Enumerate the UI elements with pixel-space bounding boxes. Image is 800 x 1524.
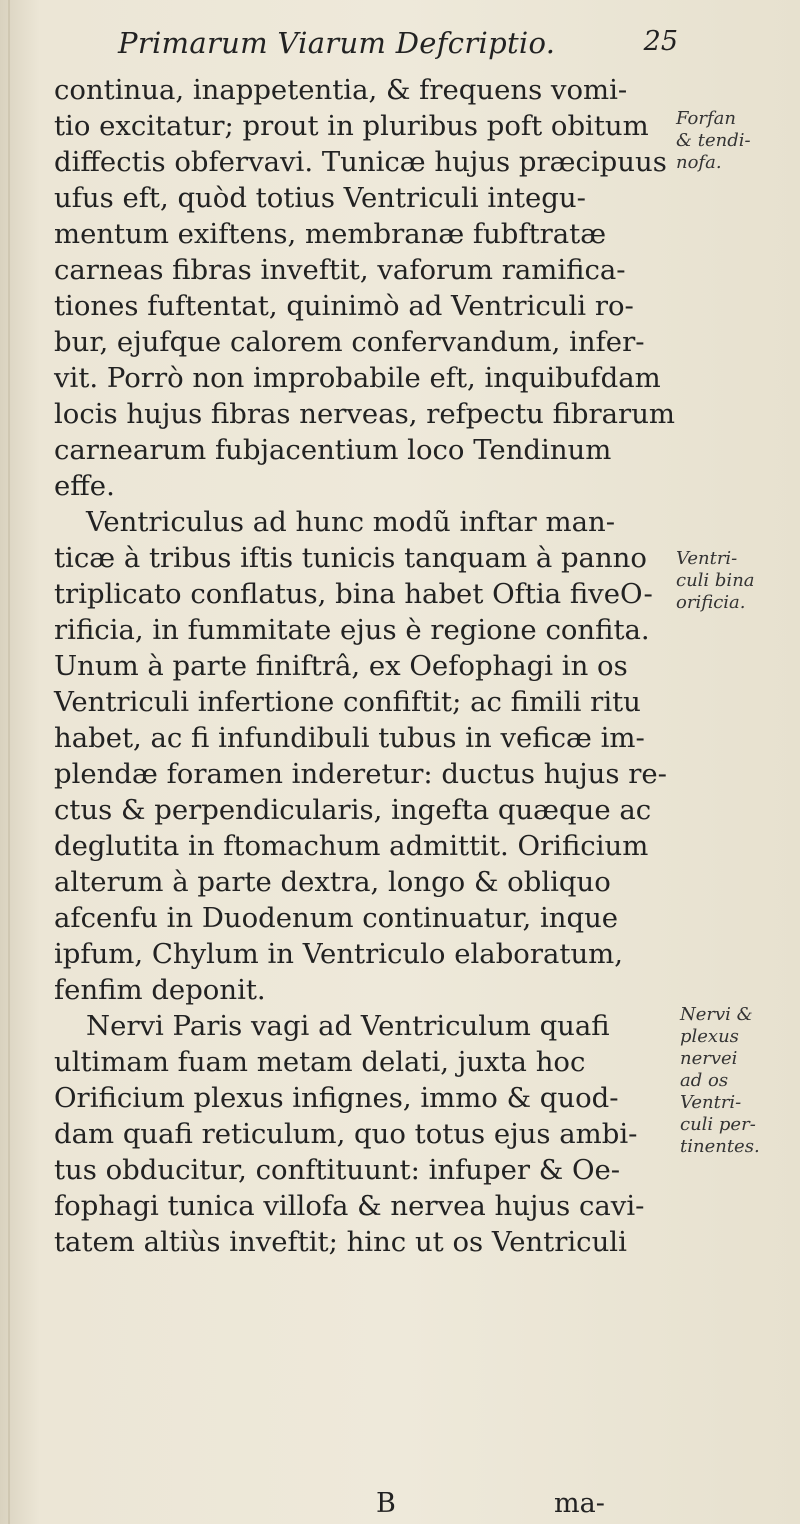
text-line: carneas fibras inveftit, vaforum ramifica- xyxy=(54,254,626,286)
text-line: continua, inappetentia, & frequens vomi- xyxy=(54,74,628,106)
main-text-block xyxy=(54,72,675,1260)
text-line: locis hujus fibras nerveas, refpectu fibrarum xyxy=(54,398,675,430)
margin-note-line: tinentes. xyxy=(680,1136,760,1157)
text-line: tiones fuftentat, quinimò ad Ventriculi ro- xyxy=(54,290,634,322)
text-line: carnearum fubjacentium loco Tendinum xyxy=(54,434,612,466)
text-line: habet, ac fi infundibuli tubus in veficæ im- xyxy=(54,722,645,754)
text-line: vit. Porrò non improbabile eft, inquibufdam xyxy=(54,362,661,394)
margin-note-line: Ventri- xyxy=(676,548,738,569)
page-number: 25 xyxy=(643,26,678,57)
margin-note-nervi xyxy=(680,1004,760,1158)
paragraph-tunica-usus xyxy=(54,72,675,504)
margin-note-line: culi bina xyxy=(676,570,755,591)
text-line: fenfim deponit. xyxy=(54,974,266,1006)
text-line: triplicato conflatus, bina habet Oftia fiveO- xyxy=(54,578,653,610)
paragraph-nervi-paris-vagi xyxy=(54,1008,654,1260)
text-line: diffectis obfervavi. Tunicæ hujus præcipuus xyxy=(54,146,667,178)
text-line: tus obducitur, conftituunt: infuper & Oe- xyxy=(54,1154,621,1186)
text-line: ufus eft, quòd totius Ventriculi integu- xyxy=(54,182,586,214)
margin-note-forfan xyxy=(676,108,751,174)
text-line: rificia, in fummitate ejus è regione confita. xyxy=(54,614,650,646)
margin-note-line: nofa. xyxy=(676,152,722,173)
text-line: ticæ à tribus iftis tunicis tanquam à panno xyxy=(54,542,647,574)
running-title: Primarum Viarum Defcriptio. xyxy=(118,26,556,60)
text-line: Ventriculus ad hunc modũ inftar man- xyxy=(86,506,615,538)
text-line: effe. xyxy=(54,470,115,502)
text-line: fophagi tunica villofa & nervea hujus cavi- xyxy=(54,1190,645,1222)
text-line: tio excitatur; prout in pluribus poft obitum xyxy=(54,110,649,142)
text-line: ultimam fuam metam delati, juxta hoc xyxy=(54,1046,586,1078)
text-line: dam quafi reticulum, quo totus ejus ambi- xyxy=(54,1118,638,1150)
paragraph-ventriculus-orificia xyxy=(54,504,667,1008)
text-line: deglutita in ftomachum admittit. Orificium xyxy=(54,830,649,862)
text-line: Unum à parte finiftrâ, ex Oefophagi in os xyxy=(54,650,628,682)
margin-note-orificia xyxy=(676,548,755,614)
signature-mark: B xyxy=(376,1488,396,1519)
page-header xyxy=(118,26,678,66)
margin-note-line: Forfan xyxy=(676,108,736,129)
catchword: ma- xyxy=(554,1488,605,1519)
text-line: plendæ foramen inderetur: ductus hujus re- xyxy=(54,758,667,790)
margin-note-line: culi per- xyxy=(680,1114,756,1135)
text-line: Nervi Paris vagi ad Ventriculum quafi xyxy=(86,1010,610,1042)
margin-note-line: nervei xyxy=(680,1048,738,1069)
margin-note-line: orificia. xyxy=(676,592,746,613)
text-line: tatem altiùs inveftit; hinc ut os Ventriculi xyxy=(54,1226,627,1258)
text-line: ctus & perpendicularis, ingefta quæque ac xyxy=(54,794,652,826)
page-footer xyxy=(0,1488,800,1524)
margin-note-line: plexus xyxy=(680,1026,739,1047)
margin-note-line: ad os xyxy=(680,1070,729,1091)
margin-note-line: Ventri- xyxy=(680,1092,742,1113)
text-line: Orificium plexus infignes, immo & quod- xyxy=(54,1082,619,1114)
text-line: bur, ejufque calorem confervandum, infer- xyxy=(54,326,645,358)
text-line: ipfum, Chylum in Ventriculo elaboratum, xyxy=(54,938,623,970)
text-line: mentum exiftens, membranæ fubftratæ xyxy=(54,218,607,250)
text-line: Ventriculi infertione confiftit; ac fimili ritu xyxy=(54,686,641,718)
text-line: alterum à parte dextra, longo & obliquo xyxy=(54,866,611,898)
page-gutter-shadow xyxy=(8,0,10,1524)
margin-note-line: Nervi & xyxy=(680,1004,753,1025)
margin-note-line: & tendi- xyxy=(676,130,751,151)
text-line: afcenfu in Duodenum continuatur, inque xyxy=(54,902,619,934)
